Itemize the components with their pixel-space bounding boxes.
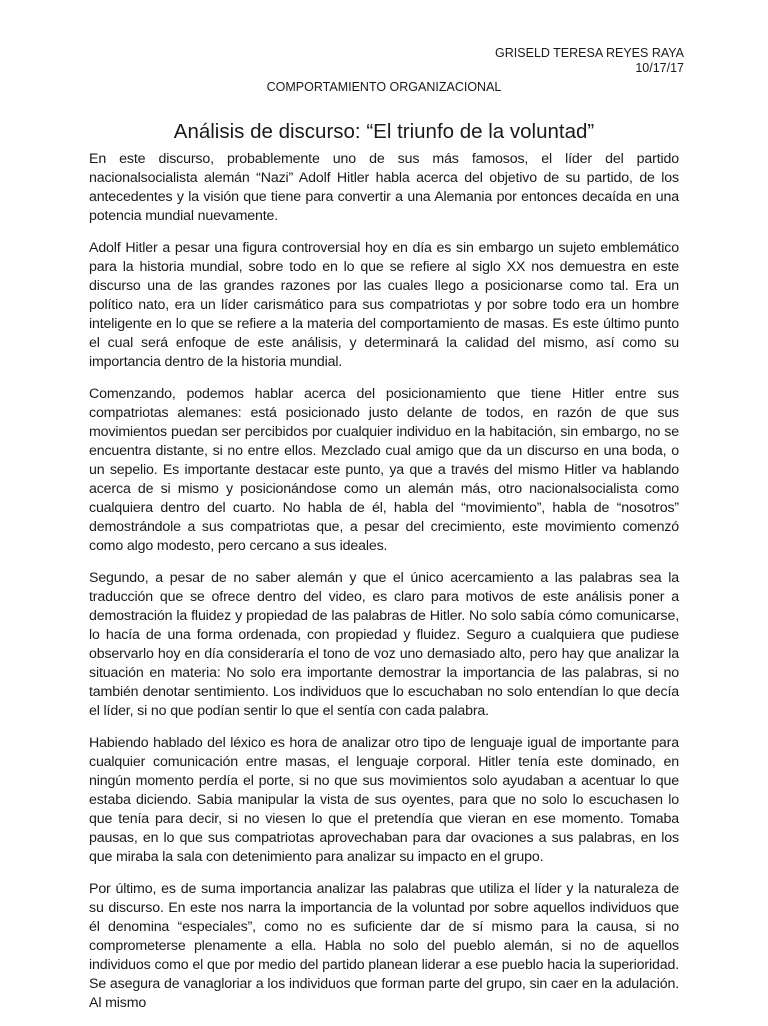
document-body <box>89 150 679 1026</box>
author-name: GRISELD TERESA REYES RAYA <box>495 46 684 60</box>
document-title: Análisis de discurso: “El triunfo de la voluntad” <box>173 120 595 143</box>
paragraph: En este discurso, probablemente uno de sus más famosos, el líder del partido nacionalsocialista alemán “Nazi” Adolf Hitler habla acerca del objetivo de su partido, de los antecedentes y la visión que tiene para convertir a una Alemania por entonces decaída en una potencia mundial nuevamente. <box>89 151 679 224</box>
course-name: COMPORTAMIENTO ORGANIZACIONAL <box>266 80 502 94</box>
header-block <box>495 46 684 76</box>
paragraph: Segundo, a pesar de no saber alemán y que el único acercamiento a las palabras sea la traducción que se ofrece dentro del video, es claro para motivos de este análisis poner a demostración la fluidez y propiedad de las palabras de Hitler. No solo sabía cómo comunicarse, lo hacía de una forma ordenada, con propiedad y fluidez. Seguro a cualquiera que pudiese observarlo hoy en día consideraría el tono de voz uno demasiado alto, pero hay que analizar la situación en materia: No solo era importante demostrar la importancia de las palabras, si no también denotar sentimiento. Los individuos que lo escuchaban no solo entendían lo que decía el líder, si no que podían sentir lo que el sentía con cada palabra. <box>89 570 679 719</box>
document-date: 10/17/17 <box>635 61 684 75</box>
paragraph: Habiendo hablado del léxico es hora de analizar otro tipo de lenguaje igual de importante para cualquier comunicación entre masas, el lenguaje corporal. Hitler tenía este dominado, en ningún momento perdía el porte, si no que sus movimientos solo ayudaban a acentuar lo que estaba diciendo. Sabia manipular la vista de sus oyentes, para que no solo lo escuchasen lo que tenía para decir, si no viesen lo que el pretendía que vieran en ese momento. Tomaba pausas, en lo que sus compatriotas aprovechaban para dar ovaciones a sus palabras, en los que miraba la sala con detenimiento para analizar su impacto en el grupo. <box>89 735 679 865</box>
paragraph: Comenzando, podemos hablar acerca del posicionamiento que tiene Hitler entre sus compatriotas alemanes: está posicionado justo delante de todos, en razón de que sus movimientos puedan ser percibidos por cualquier individuo en la habitación, sin embargo, no se encuentra distante, si no entre ellos. Mezclado cual amigo que da un discurso en una boda, o un sepelio. Es importante destacar este punto, ya que a través del mismo Hitler va hablando acerca de si mismo y posicionándose como un alemán más, otro nacionalsocialista como cualquiera dentro del cuarto. No habla de él, habla del “movimiento”, habla de “nosotros” demostrándole a sus compatriotas que, a pesar del crecimiento, este movimiento comenzó como algo modesto, pero cercano a sus ideales. <box>89 386 679 554</box>
paragraph: Por último, es de suma importancia analizar las palabras que utiliza el líder y la naturaleza de su discurso. En este nos narra la importancia de la voluntad por sobre aquellos individuos que él denomina “especiales”, como no es suficiente dar de sí mismo para la causa, si no comprometerse plenamente a ella. Habla no solo del pueblo alemán, si no de aquellos individuos como el que por medio del partido planean liderar a ese pueblo hacia la superioridad. Se asegura de vanagloriar a los individuos que forman parte del grupo, sin caer en la adulación. Al mismo <box>89 881 679 1011</box>
paragraph: Adolf Hitler a pesar una figura controversial hoy en día es sin embargo un sujeto emblemático para la historia mundial, sobre todo en lo que se refiere al siglo XX nos demuestra en este discurso una de las grandes razones por las cuales llego a posicionarse como tal. Era un político nato, era un líder carismático para sus compatriotas y por sobre todo era un hombre inteligente en lo que se refiere a la materia del comportamiento de masas. Es este último punto el cual será enfoque de este análisis, y determinará la calidad del mismo, así como su importancia dentro de la historia mundial. <box>89 240 679 370</box>
